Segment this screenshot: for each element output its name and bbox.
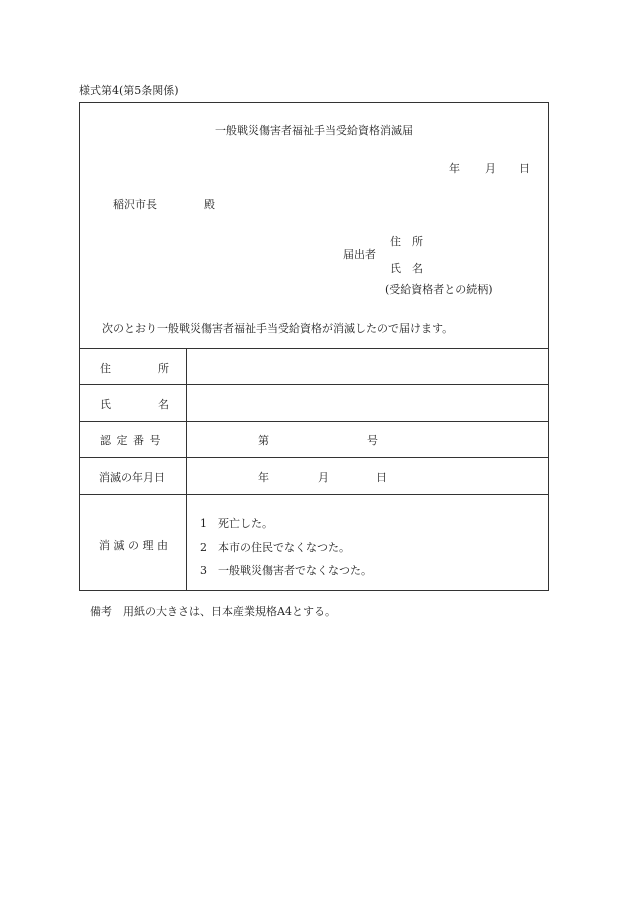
lapse-date-day: 日 [376, 471, 387, 484]
address-label-char1: 住 [100, 362, 111, 375]
table-row-divider [79, 457, 549, 458]
notifier-label: 届出者 [343, 248, 376, 261]
lapse-date-year: 年 [258, 471, 269, 484]
lapse-date-month: 月 [318, 471, 329, 484]
addressee-honorific: 殿 [204, 198, 215, 211]
reason-item: 1 死亡した。 [200, 517, 273, 530]
paper-size-note: 備考 用紙の大きさは、日本産業規格A4とする。 [90, 605, 336, 618]
date-year-label: 年 [449, 162, 460, 175]
reason-item: 3 一般戦災傷害者でなくなつた。 [200, 564, 372, 577]
certification-number-label: 認 定 番 号 [100, 434, 162, 447]
table-row-divider [79, 494, 549, 495]
intro-text: 次のとおり一般戦災傷害者福祉手当受給資格が消滅したので届けます。 [102, 322, 454, 335]
lapse-reason-label: 消 滅 の 理 由 [99, 539, 168, 552]
table-row-divider [79, 384, 549, 385]
form-title: 一般戦災傷害者福祉手当受給資格消滅届 [215, 124, 413, 137]
table-row-divider [79, 421, 549, 422]
name-label-char2: 名 [158, 398, 169, 411]
name-label-char1: 氏 [100, 398, 111, 411]
lapse-date-label: 消滅の年月日 [99, 471, 165, 484]
notifier-address-label: 住 所 [390, 235, 423, 248]
addressee-name: 稲沢市長 [113, 198, 157, 211]
notifier-name-label: 氏 名 [390, 262, 423, 275]
certification-suffix: 号 [367, 434, 378, 447]
date-day-label: 日 [519, 162, 530, 175]
certification-prefix: 第 [258, 434, 269, 447]
address-label-char2: 所 [158, 362, 169, 375]
reason-item: 2 本市の住民でなくなつた。 [200, 541, 350, 554]
notifier-relation-note: (受給資格者との続柄) [385, 283, 493, 296]
table-column-divider [186, 348, 187, 591]
form-frame [79, 102, 549, 591]
table-top-border [79, 348, 549, 349]
form-number-label: 様式第4(第5条関係) [79, 84, 179, 97]
date-month-label: 月 [485, 162, 496, 175]
